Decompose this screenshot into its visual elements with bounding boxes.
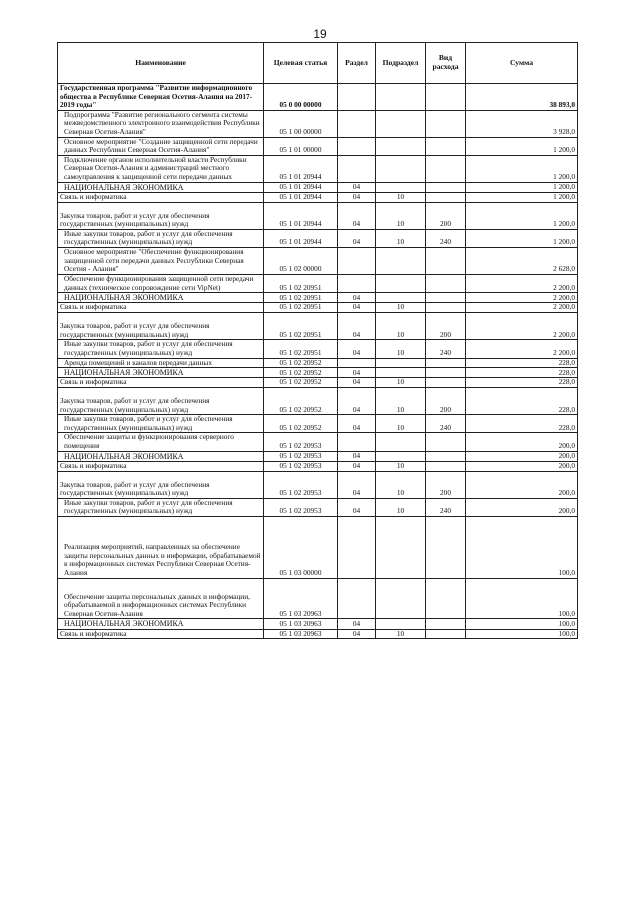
row-subsection: 10: [376, 462, 426, 472]
row-subsection: [376, 137, 426, 155]
row-section: 04: [338, 415, 376, 433]
row-sum: 2 200,0: [466, 274, 578, 292]
table-row: [58, 293, 578, 303]
table-row: [58, 433, 578, 451]
table-row: [58, 274, 578, 292]
row-subsection: [376, 433, 426, 451]
row-expense-type: [426, 137, 466, 155]
row-target: 05 1 02 20951: [264, 313, 338, 340]
row-subsection: 10: [376, 388, 426, 415]
header-expense-type: Вид расхода: [426, 43, 466, 84]
row-sum: 1 200,0: [466, 229, 578, 247]
table-row: [58, 517, 578, 578]
row-name: Связь и информатика: [58, 193, 264, 203]
table-row: [58, 303, 578, 313]
table-row: [58, 629, 578, 639]
table-row: [58, 619, 578, 629]
row-subsection: [376, 110, 426, 137]
row-name: Аренда помещений и каналов передачи данных: [58, 358, 264, 368]
table-row: [58, 137, 578, 155]
row-section: 04: [338, 303, 376, 313]
row-expense-type: 200: [426, 202, 466, 229]
table-row: [58, 388, 578, 415]
row-subsection: 10: [376, 498, 426, 516]
table-row: [58, 358, 578, 368]
row-subsection: [376, 293, 426, 303]
row-subsection: [376, 274, 426, 292]
row-section: 04: [338, 293, 376, 303]
row-section: [338, 358, 376, 368]
row-target: 05 1 01 20944: [264, 193, 338, 203]
header-name: Наименование: [58, 43, 264, 84]
row-sum: 200,0: [466, 471, 578, 498]
table-row: [58, 84, 578, 111]
table-row: [58, 110, 578, 137]
row-expense-type: [426, 110, 466, 137]
row-name: Основное мероприятие "Обеспечение функционирования защищенной сети передачи данных Республики Северная Осетия - Алания": [58, 248, 264, 275]
row-name: Подключение органов исполнительной власти Республики Северная Осетия-Алания и администраций местного самоуправления к защищенной сети передачи данных: [58, 155, 264, 182]
row-subsection: [376, 182, 426, 192]
row-expense-type: [426, 378, 466, 388]
row-sum: 1 200,0: [466, 193, 578, 203]
table-row: [58, 471, 578, 498]
row-sum: 2 200,0: [466, 313, 578, 340]
row-target: 05 1 02 00000: [264, 248, 338, 275]
row-target: 05 1 02 20953: [264, 498, 338, 516]
row-sum: 1 200,0: [466, 137, 578, 155]
row-expense-type: [426, 182, 466, 192]
row-target: 05 1 02 20952: [264, 388, 338, 415]
row-sum: 1 200,0: [466, 155, 578, 182]
row-target: 05 1 02 20953: [264, 451, 338, 461]
row-target: 05 1 01 20944: [264, 182, 338, 192]
row-section: [338, 433, 376, 451]
row-expense-type: [426, 517, 466, 578]
row-section: 04: [338, 498, 376, 516]
row-name: НАЦИОНАЛЬНАЯ ЭКОНОМИКА: [58, 182, 264, 192]
row-expense-type: [426, 274, 466, 292]
row-section: 04: [338, 313, 376, 340]
row-target: 05 1 02 20951: [264, 274, 338, 292]
row-name: Обеспечение защиты и функционирования серверного помещения: [58, 433, 264, 451]
row-expense-type: [426, 358, 466, 368]
header-sum: Сумма: [466, 43, 578, 84]
row-section: 04: [338, 193, 376, 203]
row-expense-type: [426, 248, 466, 275]
row-subsection: [376, 517, 426, 578]
row-subsection: [376, 578, 426, 619]
row-sum: 100,0: [466, 517, 578, 578]
row-section: 04: [338, 471, 376, 498]
table-row: [58, 193, 578, 203]
row-name: Обеспечение защиты персональных данных и информации, обрабатываемой в информационных системах Республики Северная Осетия-Алания: [58, 578, 264, 619]
row-sum: 228,0: [466, 378, 578, 388]
table-row: [58, 498, 578, 516]
row-target: 05 1 03 20963: [264, 619, 338, 629]
table-row: [58, 229, 578, 247]
row-sum: 2 200,0: [466, 340, 578, 358]
row-section: [338, 517, 376, 578]
header-subsection: Подраздел: [376, 43, 426, 84]
row-subsection: 10: [376, 415, 426, 433]
row-expense-type: [426, 433, 466, 451]
row-sum: 200,0: [466, 498, 578, 516]
row-section: 04: [338, 378, 376, 388]
row-subsection: 10: [376, 229, 426, 247]
row-sum: 2 628,0: [466, 248, 578, 275]
row-sum: 3 928,0: [466, 110, 578, 137]
row-name: Обеспечение функционирования защищенной сети передачи данных (техническое сопровождение сети VipNet): [58, 274, 264, 292]
row-name: Подпрограмма "Развитие регионального сегмента системы межведомственного электронного взаимодействия Республики Северная Осетия-Алания": [58, 110, 264, 137]
row-name: Иные закупки товаров, работ и услуг для обеспечения государственных (муниципальных) нужд: [58, 498, 264, 516]
row-subsection: 10: [376, 378, 426, 388]
table-row: [58, 182, 578, 192]
row-subsection: 10: [376, 303, 426, 313]
row-sum: 200,0: [466, 462, 578, 472]
row-sum: 100,0: [466, 578, 578, 619]
row-subsection: 10: [376, 629, 426, 639]
row-section: 04: [338, 368, 376, 378]
row-sum: 1 200,0: [466, 182, 578, 192]
row-expense-type: [426, 368, 466, 378]
row-section: 04: [338, 619, 376, 629]
row-target: 05 1 03 00000: [264, 517, 338, 578]
row-subsection: [376, 248, 426, 275]
row-target: 05 1 02 20951: [264, 340, 338, 358]
row-subsection: 10: [376, 193, 426, 203]
row-target: 05 1 03 20963: [264, 578, 338, 619]
row-name: Связь и информатика: [58, 629, 264, 639]
row-subsection: [376, 155, 426, 182]
row-expense-type: [426, 578, 466, 619]
row-expense-type: [426, 84, 466, 111]
row-name: Закупка товаров, работ и услуг для обеспечения государственных (муниципальных) нужд: [58, 202, 264, 229]
table-row: [58, 155, 578, 182]
row-target: 05 1 00 00000: [264, 110, 338, 137]
row-subsection: [376, 84, 426, 111]
row-name: Иные закупки товаров, работ и услуг для обеспечения государственных (муниципальных) нужд: [58, 415, 264, 433]
row-section: [338, 110, 376, 137]
row-sum: 100,0: [466, 619, 578, 629]
row-name: Закупка товаров, работ и услуг для обеспечения государственных (муниципальных) нужд: [58, 471, 264, 498]
row-expense-type: [426, 155, 466, 182]
row-target: 05 1 01 00000: [264, 137, 338, 155]
row-sum: 100,0: [466, 629, 578, 639]
row-expense-type: 240: [426, 498, 466, 516]
row-section: 04: [338, 182, 376, 192]
row-section: [338, 578, 376, 619]
table-row: [58, 248, 578, 275]
row-target: 05 1 02 20953: [264, 471, 338, 498]
row-section: 04: [338, 202, 376, 229]
row-subsection: 10: [376, 313, 426, 340]
row-subsection: 10: [376, 471, 426, 498]
row-target: 05 1 02 20952: [264, 415, 338, 433]
row-sum: 2 200,0: [466, 303, 578, 313]
row-name: Государственная программа "Развитие информационного общества в Республике Северная Осетия-Алания на 2017-2019 годы": [58, 84, 264, 111]
header-target: Целевая статья: [264, 43, 338, 84]
row-name: Закупка товаров, работ и услуг для обеспечения государственных (муниципальных) нужд: [58, 388, 264, 415]
header-section: Раздел: [338, 43, 376, 84]
row-sum: 2 200,0: [466, 293, 578, 303]
row-expense-type: [426, 619, 466, 629]
row-target: 05 1 01 20944: [264, 155, 338, 182]
table-header-row: [58, 43, 578, 84]
row-section: 04: [338, 629, 376, 639]
row-expense-type: [426, 451, 466, 461]
row-subsection: [376, 368, 426, 378]
row-target: 05 1 02 20951: [264, 293, 338, 303]
row-subsection: 10: [376, 340, 426, 358]
row-target: 05 1 03 20963: [264, 629, 338, 639]
row-subsection: 10: [376, 202, 426, 229]
row-name: НАЦИОНАЛЬНАЯ ЭКОНОМИКА: [58, 293, 264, 303]
row-section: [338, 248, 376, 275]
row-section: 04: [338, 229, 376, 247]
row-sum: 228,0: [466, 415, 578, 433]
table-row: [58, 313, 578, 340]
budget-table: [57, 42, 578, 639]
row-target: 05 1 02 20952: [264, 368, 338, 378]
row-sum: 228,0: [466, 388, 578, 415]
row-section: 04: [338, 462, 376, 472]
row-expense-type: 200: [426, 313, 466, 340]
row-name: Иные закупки товаров, работ и услуг для обеспечения государственных (муниципальных) нужд: [58, 340, 264, 358]
row-expense-type: 200: [426, 471, 466, 498]
row-name: Иные закупки товаров, работ и услуг для обеспечения государственных (муниципальных) нужд: [58, 229, 264, 247]
row-section: 04: [338, 451, 376, 461]
table-row: [58, 202, 578, 229]
row-section: [338, 84, 376, 111]
row-expense-type: [426, 629, 466, 639]
row-name: Реализация мероприятий, направленных на обеспечение защиты персональных данных и информации, обрабатываемой в информационных системах Республики Северная Осетия-Алания: [58, 517, 264, 578]
table-row: [58, 578, 578, 619]
row-expense-type: [426, 293, 466, 303]
row-name: Основное мероприятие "Создание защищенной сети передачи данных Республики Северная Осетия-Алания": [58, 137, 264, 155]
row-expense-type: [426, 193, 466, 203]
row-sum: 200,0: [466, 433, 578, 451]
row-expense-type: 240: [426, 340, 466, 358]
row-name: Связь и информатика: [58, 462, 264, 472]
row-name: Связь и информатика: [58, 378, 264, 388]
row-expense-type: [426, 462, 466, 472]
row-subsection: [376, 451, 426, 461]
row-target: 05 1 02 20952: [264, 378, 338, 388]
row-target: 05 1 01 20944: [264, 229, 338, 247]
row-sum: 228,0: [466, 358, 578, 368]
row-expense-type: 240: [426, 415, 466, 433]
table-row: [58, 462, 578, 472]
row-sum: 228,0: [466, 368, 578, 378]
row-target: 05 0 00 00000: [264, 84, 338, 111]
row-sum: 1 200,0: [466, 202, 578, 229]
row-section: 04: [338, 340, 376, 358]
row-sum: 38 893,0: [466, 84, 578, 111]
row-section: [338, 274, 376, 292]
row-sum: 200,0: [466, 451, 578, 461]
row-target: 05 1 02 20953: [264, 433, 338, 451]
row-expense-type: 240: [426, 229, 466, 247]
page-number: 19: [313, 27, 327, 41]
row-name: Связь и информатика: [58, 303, 264, 313]
row-target: 05 1 01 20944: [264, 202, 338, 229]
row-target: 05 1 02 20952: [264, 358, 338, 368]
table-row: [58, 451, 578, 461]
row-target: 05 1 02 20951: [264, 303, 338, 313]
row-name: НАЦИОНАЛЬНАЯ ЭКОНОМИКА: [58, 451, 264, 461]
row-expense-type: [426, 303, 466, 313]
row-section: 04: [338, 388, 376, 415]
table-row: [58, 340, 578, 358]
table-row: [58, 368, 578, 378]
row-subsection: [376, 619, 426, 629]
row-name: НАЦИОНАЛЬНАЯ ЭКОНОМИКА: [58, 619, 264, 629]
row-target: 05 1 02 20953: [264, 462, 338, 472]
row-name: НАЦИОНАЛЬНАЯ ЭКОНОМИКА: [58, 368, 264, 378]
table-row: [58, 415, 578, 433]
row-expense-type: 200: [426, 388, 466, 415]
row-section: [338, 137, 376, 155]
row-subsection: [376, 358, 426, 368]
row-section: [338, 155, 376, 182]
row-name: Закупка товаров, работ и услуг для обеспечения государственных (муниципальных) нужд: [58, 313, 264, 340]
table-row: [58, 378, 578, 388]
